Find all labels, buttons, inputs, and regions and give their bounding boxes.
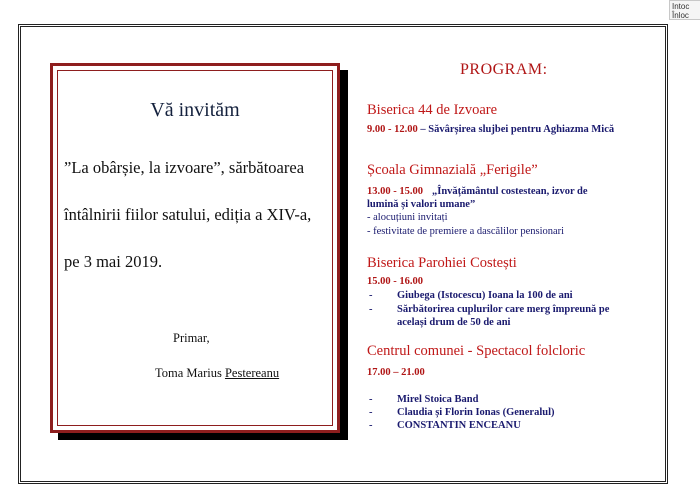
dash-4-2: - (369, 407, 373, 418)
section-time-1 (367, 124, 614, 135)
bullet-2-1: - alocuțiuni invitați (367, 212, 448, 223)
signature-last: Pestereanu (224, 366, 280, 380)
program-title: PROGRAM: (460, 61, 548, 78)
section-heading-2: Școala Gimnazială „Ferigile” (367, 162, 538, 178)
bullet-2-2: - festivitate de premiere a dascălilor pensionari (367, 226, 565, 237)
section-heading-4: Centrul comunei - Spectacol folcloric (367, 343, 586, 359)
invitation-title: Vă invităm (150, 99, 240, 121)
item-3-3: același drum de 50 de ani (397, 317, 511, 328)
section-heading-3: Biserica Parohiei Costești (367, 255, 517, 271)
dash-3-2: - (369, 304, 373, 315)
section-time-4: 17.00 – 21.00 (367, 367, 425, 378)
item-4-1: Mirel Stoica Band (397, 394, 479, 405)
section-time-3: 15.00 - 16.00 (367, 276, 423, 287)
time-1: 9.00 - 12.00 (367, 124, 418, 135)
dash-4-3: - (369, 420, 373, 431)
section-heading-1: Biserica 44 de Izvoare (367, 102, 498, 118)
dash-4-1: - (369, 394, 373, 405)
desc-2-line-1: „Învățământul costestean, izvor de (432, 186, 588, 197)
desc-1: – Săvârșirea slujbei pentru Aghiazma Mică (417, 124, 615, 135)
tooltip-fragment (669, 0, 700, 20)
section-time-2 (367, 186, 588, 197)
invitation-line-2: întâlnirii fiilor satului, ediția a XIV-a, (64, 205, 312, 224)
tooltip-line-2: Înloc (672, 11, 689, 20)
item-4-2: Claudia și Florin Ionas (Generalul) (397, 407, 555, 418)
signature-name (155, 366, 279, 381)
invitation-line-1: ”La obârșie, la izvoare”, sărbătoarea (64, 158, 305, 177)
invitation-line-3: pe 3 mai 2019. (64, 252, 163, 271)
invitation-box (50, 63, 340, 433)
tooltip-line-1: Intoc (672, 2, 690, 11)
item-3-1: Giubega (Istocescu) Ioana la 100 de ani (397, 290, 573, 301)
item-3-2: Sărbătorirea cuplurilor care merg împreună pe (397, 304, 610, 315)
signature-first: Toma Marius (155, 366, 225, 380)
item-4-3: CONSTANTIN ENCEANU (397, 420, 521, 431)
desc-2-line-2: lumină și valori umane” (367, 199, 476, 210)
signature-role: Primar, (173, 331, 210, 345)
time-2: 13.00 - 15.00 (367, 186, 423, 197)
dash-3-1: - (369, 290, 373, 301)
